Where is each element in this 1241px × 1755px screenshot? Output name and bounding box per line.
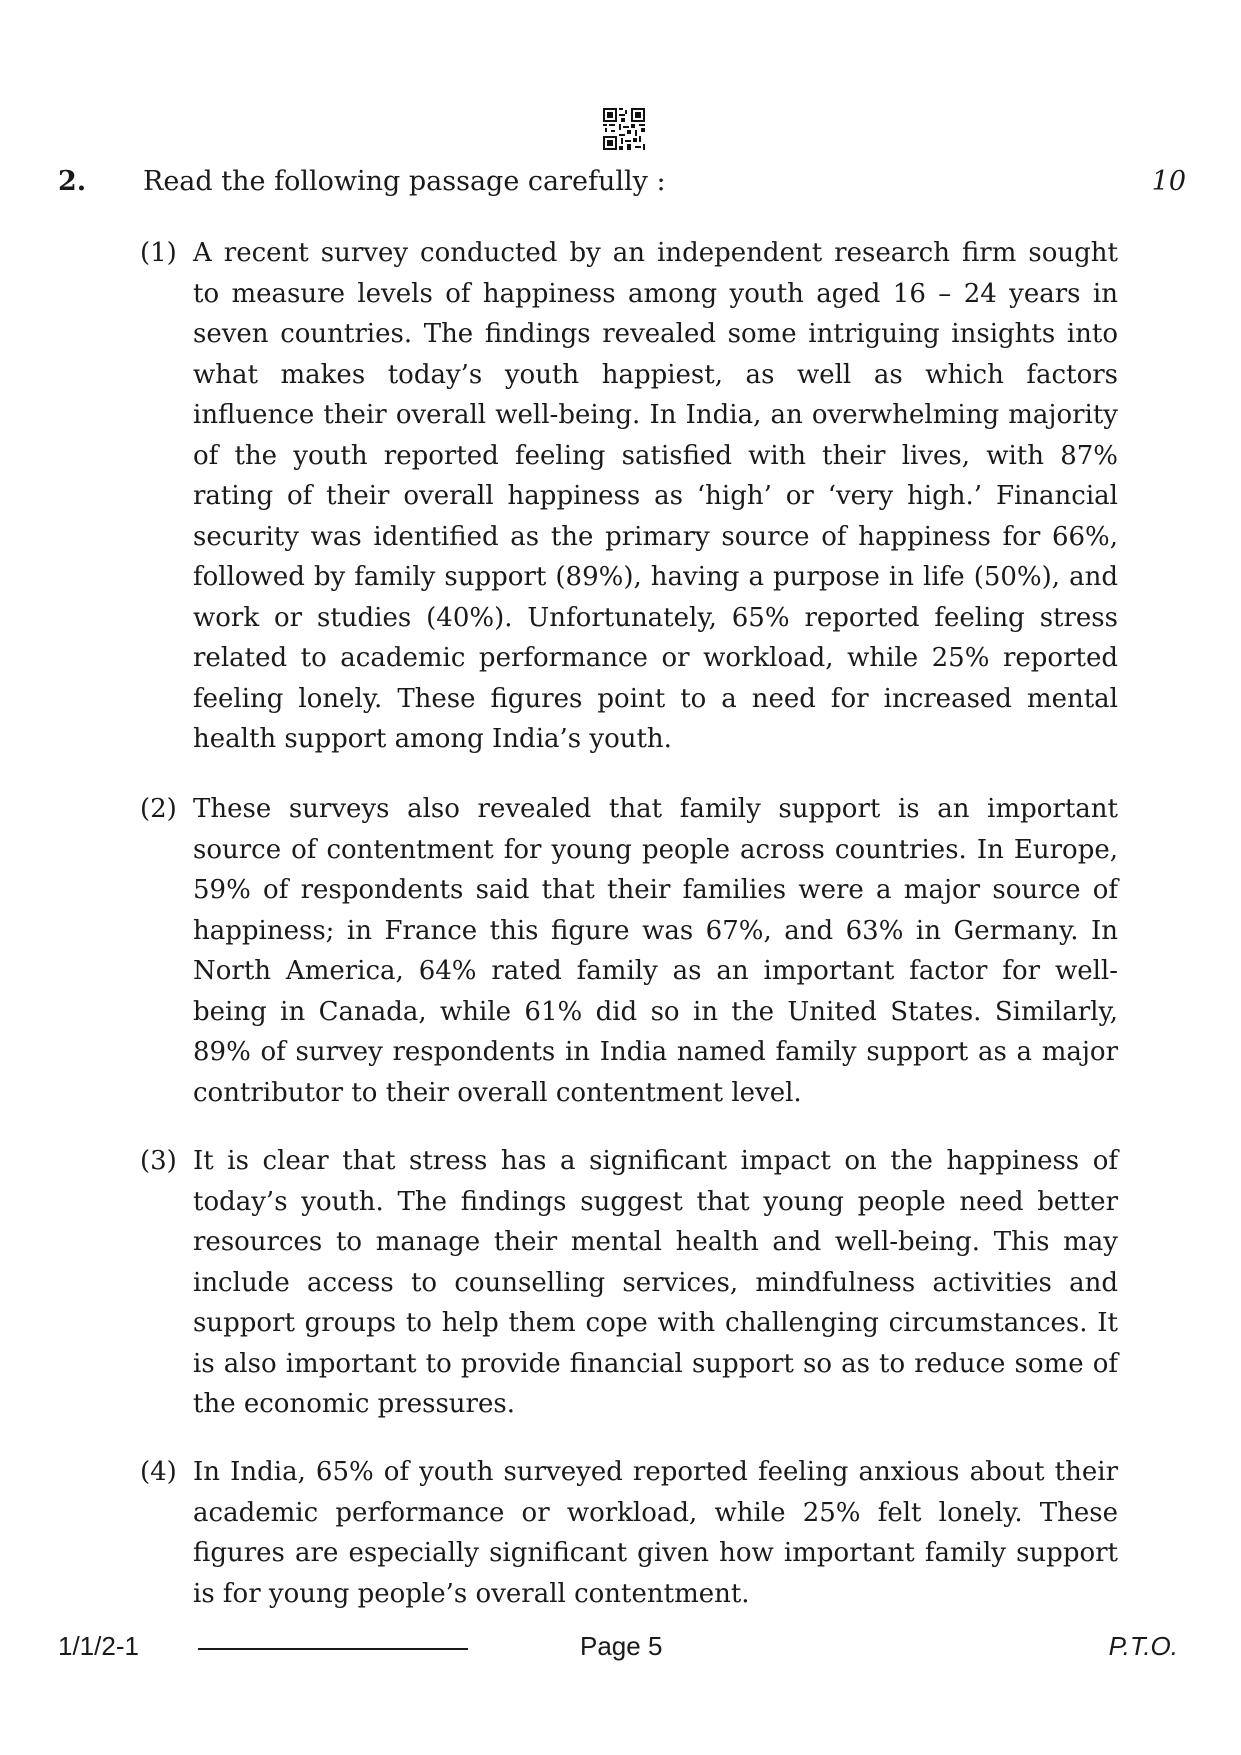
passage-paragraph-1 <box>140 233 1118 760</box>
page-number: Page 5 <box>580 1631 663 1661</box>
please-turn-over: P.T.O. <box>1108 1631 1178 1661</box>
paragraph-text: A recent survey conducted by an independent research firm sought to measure levels of happiness among youth aged 16 – 24 years in seven countries. The findings revealed some intriguing insights into what makes today’s youth happiest, as well as which factors influence their overall well-being. In India, an overwhelming majority of the youth reported feeling satisfied with their lives, with 87% rating of their overall happiness as ‘high’ or ‘very high.’ Financial security was identified as the primary source of happiness for 66%, followed by family support (89%), having a purpose in life (50%), and work or studies (40%). Unfortunately, 65% reported feeling stress related to academic performance or workload, while 25% reported feeling lonely. These figures point to a need for increased mental health support among India’s youth. <box>193 238 1118 754</box>
paragraph-text: In India, 65% of youth surveyed reported feeling anxious about their academic performance or workload, while 25% felt lonely. These figures are especially significant given how important family support is for young people’s overall contentment. <box>193 1457 1118 1609</box>
qr-code-icon <box>603 108 645 150</box>
paragraph-number: (2) <box>140 794 177 824</box>
footer-divider <box>198 1648 468 1650</box>
paragraph-number: (4) <box>140 1457 177 1487</box>
question-marks: 10 <box>1151 166 1186 197</box>
passage-paragraph-3 <box>140 1141 1118 1425</box>
question-instruction: Read the following passage carefully : <box>143 166 666 197</box>
passage-paragraph-2 <box>140 789 1118 1113</box>
paragraph-text: These surveys also revealed that family support is an important source of contentment for young people across countries. In Europe, 59% of respondents said that their families were a major source of happiness; in France this figure was 67%, and 63% in Germany. In North America, 64% rated family as an important factor for well-being in Canada, while 61% did so in the United States. Similarly, 89% of survey respondents in India named family support as a major contributor to their overall contentment level. <box>193 794 1118 1108</box>
paragraph-text: It is clear that stress has a significant impact on the happiness of today’s youth. The findings suggest that young people need better resources to manage their mental health and well-being. This may include access to counselling services, mindfulness activities and support groups to help them cope with challenging circumstances. It is also important to provide financial support so as to reduce some of the economic pressures. <box>193 1146 1118 1419</box>
paper-code: 1/1/2-1 <box>58 1631 139 1661</box>
question-number: 2. <box>58 166 87 197</box>
passage-paragraph-4 <box>140 1452 1118 1614</box>
paragraph-number: (1) <box>140 238 177 268</box>
paragraph-number: (3) <box>140 1146 177 1176</box>
